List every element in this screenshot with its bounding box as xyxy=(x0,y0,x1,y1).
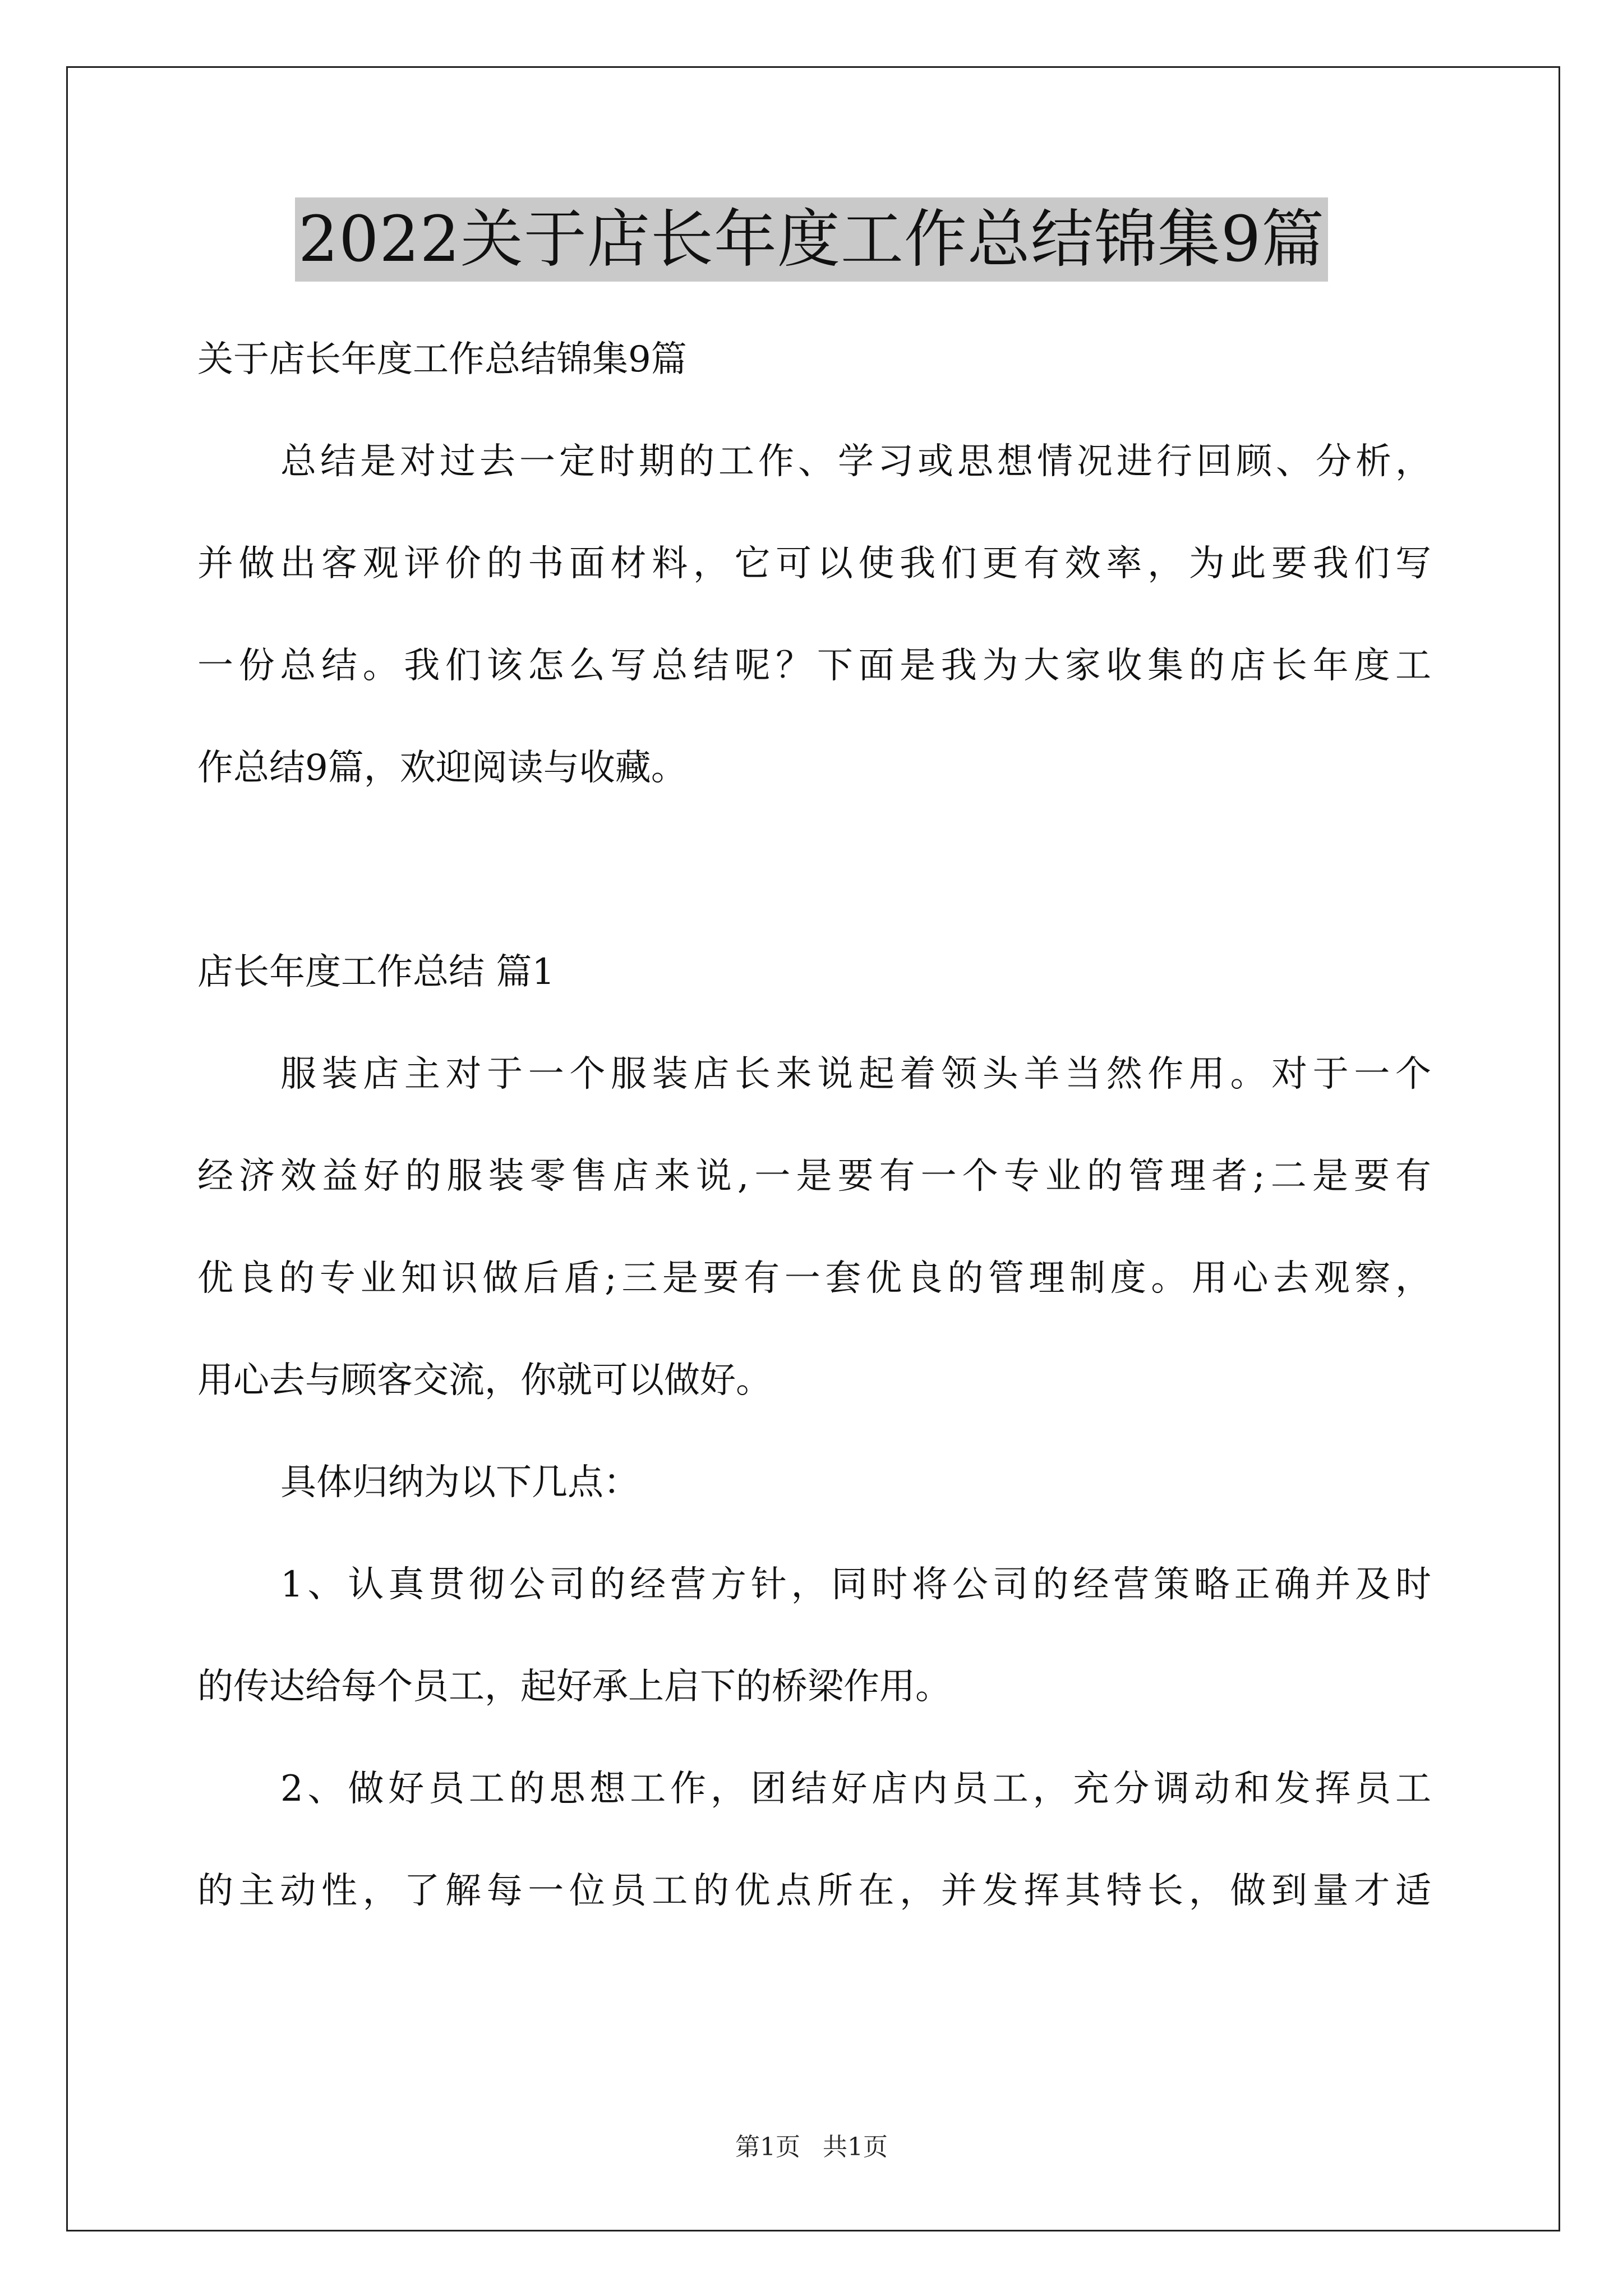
document-body xyxy=(197,309,1431,1942)
para1-line-2: 经济效益好的服装零售店来说,一是要有一个专业的管理者;二是要有 xyxy=(197,1156,1431,1197)
document-subtitle: 关于店长年度工作总结锦集9篇 xyxy=(197,339,687,380)
page-total: 共1页 xyxy=(823,2133,888,2161)
intro-line-2: 并做出客观评价的书面材料，它可以使我们更有效率，为此要我们写 xyxy=(197,543,1431,585)
intro-line-1: 总结是对过去一定时期的工作、学习或思想情况进行回顾、分析， xyxy=(280,441,1431,482)
item1-line-2: 的传达给每个员工，起好承上启下的桥梁作用。 xyxy=(197,1666,951,1708)
intro-line-3: 一份总结。我们该怎么写总结呢？下面是我为大家收集的店长年度工 xyxy=(197,645,1431,687)
document-title: 2022关于店长年度工作总结锦集9篇 xyxy=(295,197,1328,282)
para2-line: 具体归纳为以下几点： xyxy=(280,1462,639,1503)
item2-line-1: 2、做好员工的思想工作，团结好店内员工，充分调动和发挥员工 xyxy=(280,1768,1431,1810)
section-heading: 店长年度工作总结 篇1 xyxy=(197,951,555,993)
item2-line-2: 的主动性，了解每一位员工的优点所在，并发挥其特长，做到量才适 xyxy=(197,1870,1431,1912)
para1-line-4: 用心去与顾客交流，你就可以做好。 xyxy=(197,1360,772,1401)
paragraph-gap xyxy=(197,819,1431,921)
para1-line-3: 优良的专业知识做后盾;三是要有一套优良的管理制度。用心去观察， xyxy=(197,1258,1431,1299)
intro-line-4: 作总结9篇，欢迎阅读与收藏。 xyxy=(197,747,687,789)
page-number: 第1页 xyxy=(735,2133,800,2161)
title-container xyxy=(0,197,1623,282)
page-footer xyxy=(0,2131,1623,2164)
item1-line-1: 1、认真贯彻公司的经营方针，同时将公司的经营策略正确并及时 xyxy=(280,1564,1431,1605)
para1-line-1: 服装店主对于一个服装店长来说起着领头羊当然作用。对于一个 xyxy=(280,1053,1431,1095)
